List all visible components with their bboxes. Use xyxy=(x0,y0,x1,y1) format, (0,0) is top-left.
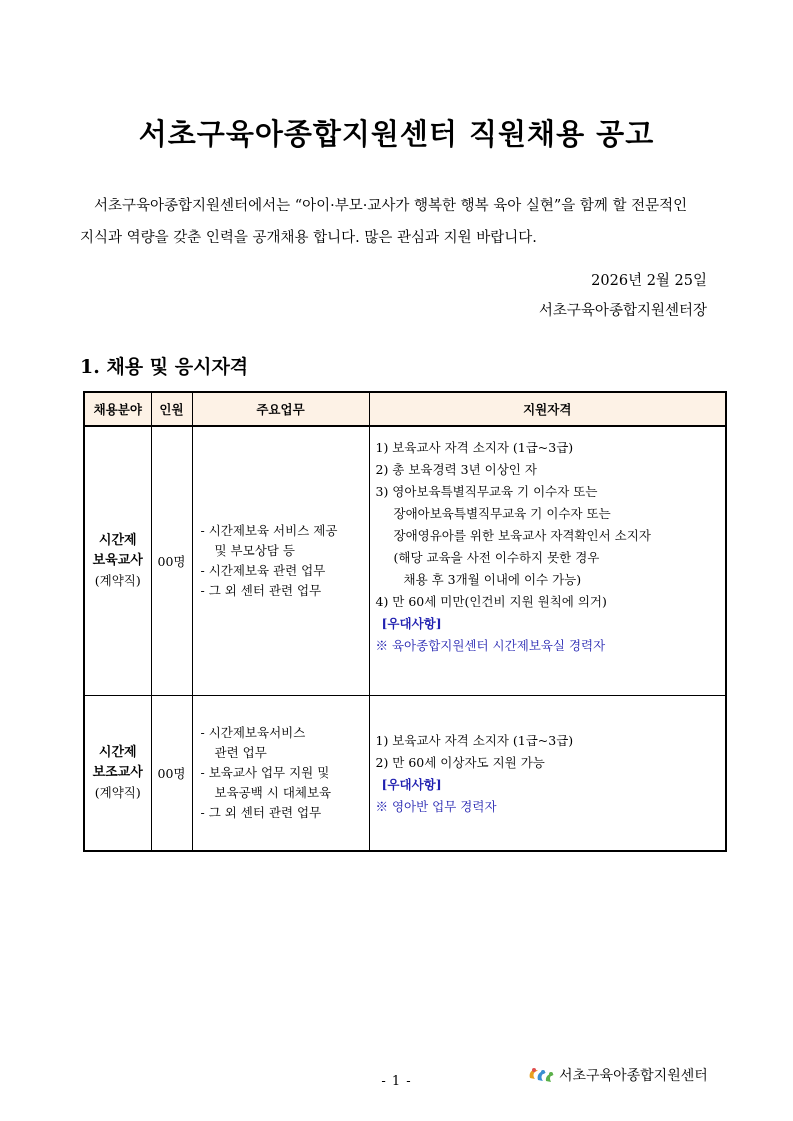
duty-line: - 그 외 센터 관련 업무 xyxy=(200,805,322,820)
page-number: - 1 - xyxy=(381,1074,412,1089)
field-name: 시간제 xyxy=(98,745,137,760)
issue-block xyxy=(539,266,707,326)
field-cell xyxy=(84,696,151,852)
preference-note: ※ 영아반 업무 경력자 xyxy=(375,799,497,814)
duties-cell xyxy=(192,696,369,852)
qual-line: 장애아보육특별직무교육 기 이수자 또는 xyxy=(393,506,611,521)
footer-org-name: 서초구육아종합지원센터 xyxy=(559,1068,708,1084)
field-name-2: 보육교사 xyxy=(92,553,143,568)
header-duties: 주요업무 xyxy=(192,392,369,426)
section-heading-recruitment: 1. 채용 및 응시자격 xyxy=(80,356,249,378)
header-count: 인원 xyxy=(151,392,192,426)
duties-cell xyxy=(192,426,369,696)
preference-label: [우대사항] xyxy=(381,777,442,792)
preference-label: [우대사항] xyxy=(381,616,442,631)
qual-line: 2) 총 보육경력 3년 이상인 자 xyxy=(375,462,537,477)
duty-line: - 시간제보육 관련 업무 xyxy=(200,563,326,578)
field-name-2: 보조교사 xyxy=(92,765,143,780)
employment-type: (계약직) xyxy=(94,573,141,588)
qual-line: 2) 만 60세 이상자도 지원 가능 xyxy=(375,755,545,770)
duty-line: 및 부모상담 등 xyxy=(214,543,295,558)
field-name: 시간제 xyxy=(98,533,137,548)
employment-type: (계약직) xyxy=(94,785,141,800)
headcount: 00명 xyxy=(151,696,192,852)
issuer-name: 서초구육아종합지원센터장 xyxy=(538,303,707,319)
qualifications-cell xyxy=(369,696,726,852)
duty-line: - 시간제보육 서비스 제공 xyxy=(200,523,338,538)
preference-note: ※ 육아종합지원센터 시간제보육실 경력자 xyxy=(375,638,606,653)
qual-line: 채용 후 3개월 이내에 이수 가능) xyxy=(403,572,582,587)
table-row xyxy=(84,426,726,696)
intro-paragraph: 서초구육아종합지원센터에서는 “아이·부모·교사가 행복한 행복 육아 실현”을 함께 할 전문적인 지식과 역량을 갖춘 인력을 공개채용 합니다. 많은 관심과 지원 바랍니다. xyxy=(80,198,688,246)
field-cell xyxy=(84,426,151,696)
footer-org-logo xyxy=(526,1064,708,1086)
center-logo-icon xyxy=(526,1064,556,1086)
issue-date: 2026년 2월 25일 xyxy=(591,273,707,289)
headcount: 00명 xyxy=(151,426,192,696)
table-header-row xyxy=(84,392,726,426)
duty-line: 관련 업무 xyxy=(214,745,267,760)
page-title: 서초구육아종합지원센터 직원채용 공고 xyxy=(138,117,655,151)
duty-line: - 보육교사 업무 지원 및 xyxy=(200,765,330,780)
header-qualifications: 지원자격 xyxy=(369,392,726,426)
duty-line: - 그 외 센터 관련 업무 xyxy=(200,583,322,598)
qual-line: 1) 보육교사 자격 소지자 (1급~3급) xyxy=(375,440,574,455)
qual-line: 4) 만 60세 미만(인건비 지원 원칙에 의거) xyxy=(375,594,607,609)
duty-line: - 시간제보육서비스 xyxy=(200,725,306,740)
table-row xyxy=(84,696,726,852)
qual-line: 장애영유아를 위한 보육교사 자격확인서 소지자 xyxy=(393,528,651,543)
recruitment-table xyxy=(83,391,727,852)
header-field: 채용분야 xyxy=(84,392,151,426)
qualifications-cell xyxy=(369,426,726,696)
qual-line: 1) 보육교사 자격 소지자 (1급~3급) xyxy=(375,733,574,748)
qual-line: (해당 교육을 사전 이수하지 못한 경우 xyxy=(393,550,600,565)
duty-line: 보육공백 시 대체보육 xyxy=(214,785,332,800)
qual-line: 3) 영아보육특별직무교육 기 이수자 또는 xyxy=(375,484,598,499)
